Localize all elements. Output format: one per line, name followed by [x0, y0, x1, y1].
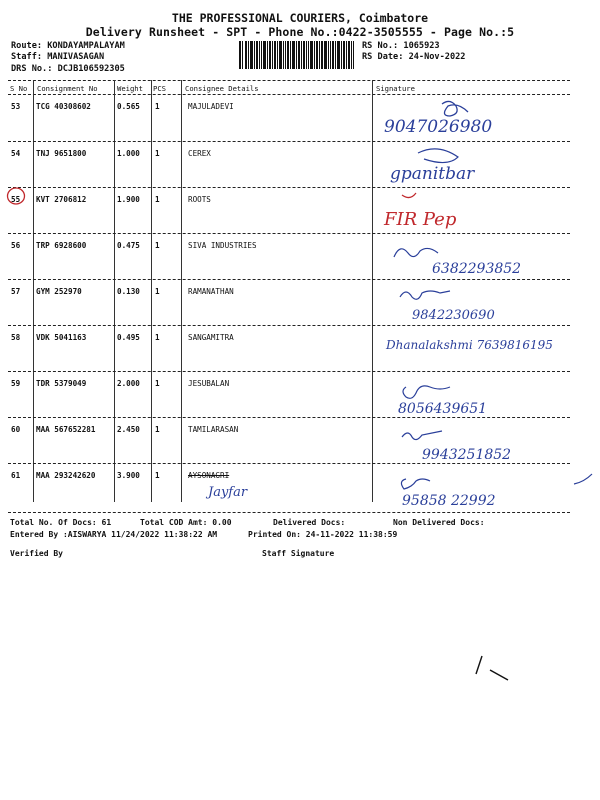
- row-pcs: 1: [155, 241, 160, 250]
- column-divider: [151, 80, 152, 502]
- row-consignee: SANGAMITRA: [188, 333, 234, 342]
- row-consignee: TAMILARASAN: [188, 425, 239, 434]
- row-sno: 61: [11, 471, 21, 480]
- row-consignment: VDK 5041163: [36, 333, 87, 342]
- row-divider: [8, 187, 570, 188]
- signature-text: 6382293852: [432, 261, 522, 277]
- runsheet-subtitle: Delivery Runsheet - SPT - Phone No.:0422-3505555 - Page No.:5: [85, 25, 515, 39]
- row-weight: 0.475: [117, 241, 140, 250]
- row-pcs: 1: [155, 149, 160, 158]
- row-sno: 58: [11, 333, 21, 342]
- row-sno: 55: [11, 195, 21, 204]
- total-cod: Total COD Amt: 0.00: [140, 518, 232, 527]
- row-consignee: RAMANATHAN: [188, 287, 234, 296]
- non-delivered-docs: Non Delivered Docs:: [393, 518, 485, 527]
- row-pcs: 1: [155, 425, 160, 434]
- handwritten-note: [200, 480, 290, 502]
- row-consignment: TNJ 9651800: [36, 149, 87, 158]
- column-divider: [33, 80, 34, 502]
- row-consignee: CEREX: [188, 149, 211, 158]
- row-pcs: 1: [155, 287, 160, 296]
- verified-by-label: Verified By: [10, 549, 63, 558]
- rs-number: RS No.: 1065923: [362, 41, 440, 51]
- signature-image: [372, 143, 572, 187]
- row-weight: 0.130: [117, 287, 140, 296]
- rs-date: RS Date: 24-Nov-2022: [362, 52, 466, 62]
- row-consignee: SIVA INDUSTRIES: [188, 241, 257, 250]
- row-divider: [8, 279, 570, 280]
- signature-text: 9842230690: [412, 308, 495, 323]
- row-weight: 2.450: [117, 425, 140, 434]
- signature-image: [372, 96, 572, 140]
- row-sno: 60: [11, 425, 21, 434]
- column-header-consignment: Consignment No: [37, 84, 98, 93]
- row-consignee: JESUBALAN: [188, 379, 230, 388]
- staff-label: Staff: MANIVASAGAN: [11, 52, 105, 62]
- row-divider: [8, 371, 570, 372]
- pen-mark-icon: [470, 652, 512, 686]
- entered-by: Entered By :AISWARYA 11/24/2022 11:38:22 AM: [10, 530, 218, 539]
- signature-image: [372, 373, 572, 417]
- row-sno: 56: [11, 241, 21, 250]
- row-sno: 59: [11, 379, 21, 388]
- signature-text: Dhanalakshmi 7639816195: [386, 338, 553, 352]
- column-header-consignee: Consignee Details: [185, 84, 259, 93]
- signature-text: 95858 22992: [402, 493, 496, 509]
- signature-image: [372, 281, 572, 325]
- column-header-weight: Weight: [117, 84, 143, 93]
- delivered-docs: Delivered Docs:: [273, 518, 346, 527]
- row-pcs: 1: [155, 379, 160, 388]
- barcode-icon: [239, 41, 354, 69]
- row-sno: 53: [11, 102, 21, 111]
- row-pcs: 1: [155, 195, 160, 204]
- row-consignment: MAA 293242620: [36, 471, 96, 480]
- row-consignee: AYSONAGRI: [188, 471, 230, 480]
- printed-on: Printed On: 24-11-2022 11:38:59: [248, 530, 398, 539]
- row-sno: 57: [11, 287, 21, 296]
- signature-text: FIR Pep: [384, 209, 457, 230]
- row-weight: 0.495: [117, 333, 140, 342]
- row-consignment: TCG 40308602: [36, 102, 91, 111]
- row-divider: [8, 325, 570, 326]
- column-header-pcs: PCS: [153, 84, 166, 93]
- route-label: Route: KONDAYAMPALAYAM: [11, 41, 125, 51]
- row-consignee: ROOTS: [188, 195, 211, 204]
- row-weight: 2.000: [117, 379, 140, 388]
- column-header-sno: S No: [10, 84, 28, 93]
- signature-image: [372, 419, 572, 463]
- column-header-signature: Signature: [376, 84, 415, 93]
- row-consignment: KVT 2706812: [36, 195, 87, 204]
- signature-image: [372, 189, 572, 233]
- total-docs: Total No. Of Docs: 61: [10, 518, 112, 527]
- row-consignment: TDR 5379049: [36, 379, 87, 388]
- pen-mark-icon: [572, 470, 594, 490]
- table-header-rule: [8, 94, 570, 95]
- drs-number: DRS No.: DCJB106592305: [11, 64, 125, 74]
- column-divider: [181, 80, 182, 502]
- row-consignment: MAA 567652281: [36, 425, 96, 434]
- signature-text: 8056439651: [398, 401, 488, 417]
- company-title: THE PROFESSIONAL COURIERS, Coimbatore: [171, 11, 429, 25]
- row-divider: [8, 463, 570, 464]
- staff-signature-label: Staff Signature: [262, 549, 335, 558]
- table-top-rule: [8, 80, 570, 81]
- signature-text: 9047026980: [384, 117, 493, 137]
- row-weight: 1.000: [117, 149, 140, 158]
- signature-image: [372, 327, 572, 371]
- row-pcs: 1: [155, 333, 160, 342]
- row-divider: [8, 141, 570, 142]
- row-weight: 3.900: [117, 471, 140, 480]
- row-weight: 1.900: [117, 195, 140, 204]
- row-divider: [8, 417, 570, 418]
- signature-image: [372, 235, 572, 279]
- row-pcs: 1: [155, 471, 160, 480]
- signature-text: gpanitbar: [390, 164, 475, 184]
- row-weight: 0.565: [117, 102, 140, 111]
- row-divider: [8, 233, 570, 234]
- row-consignee: MAJULADEVI: [188, 102, 234, 111]
- row-sno: 54: [11, 149, 21, 158]
- signature-text: 9943251852: [422, 447, 512, 463]
- row-pcs: 1: [155, 102, 160, 111]
- row-consignment: TRP 6928600: [36, 241, 87, 250]
- handwritten-note-text: Jayfar: [208, 485, 248, 500]
- table-bottom-rule: [8, 512, 570, 513]
- column-divider: [114, 80, 115, 502]
- row-consignment: GYM 252970: [36, 287, 82, 296]
- signature-image: [372, 465, 572, 509]
